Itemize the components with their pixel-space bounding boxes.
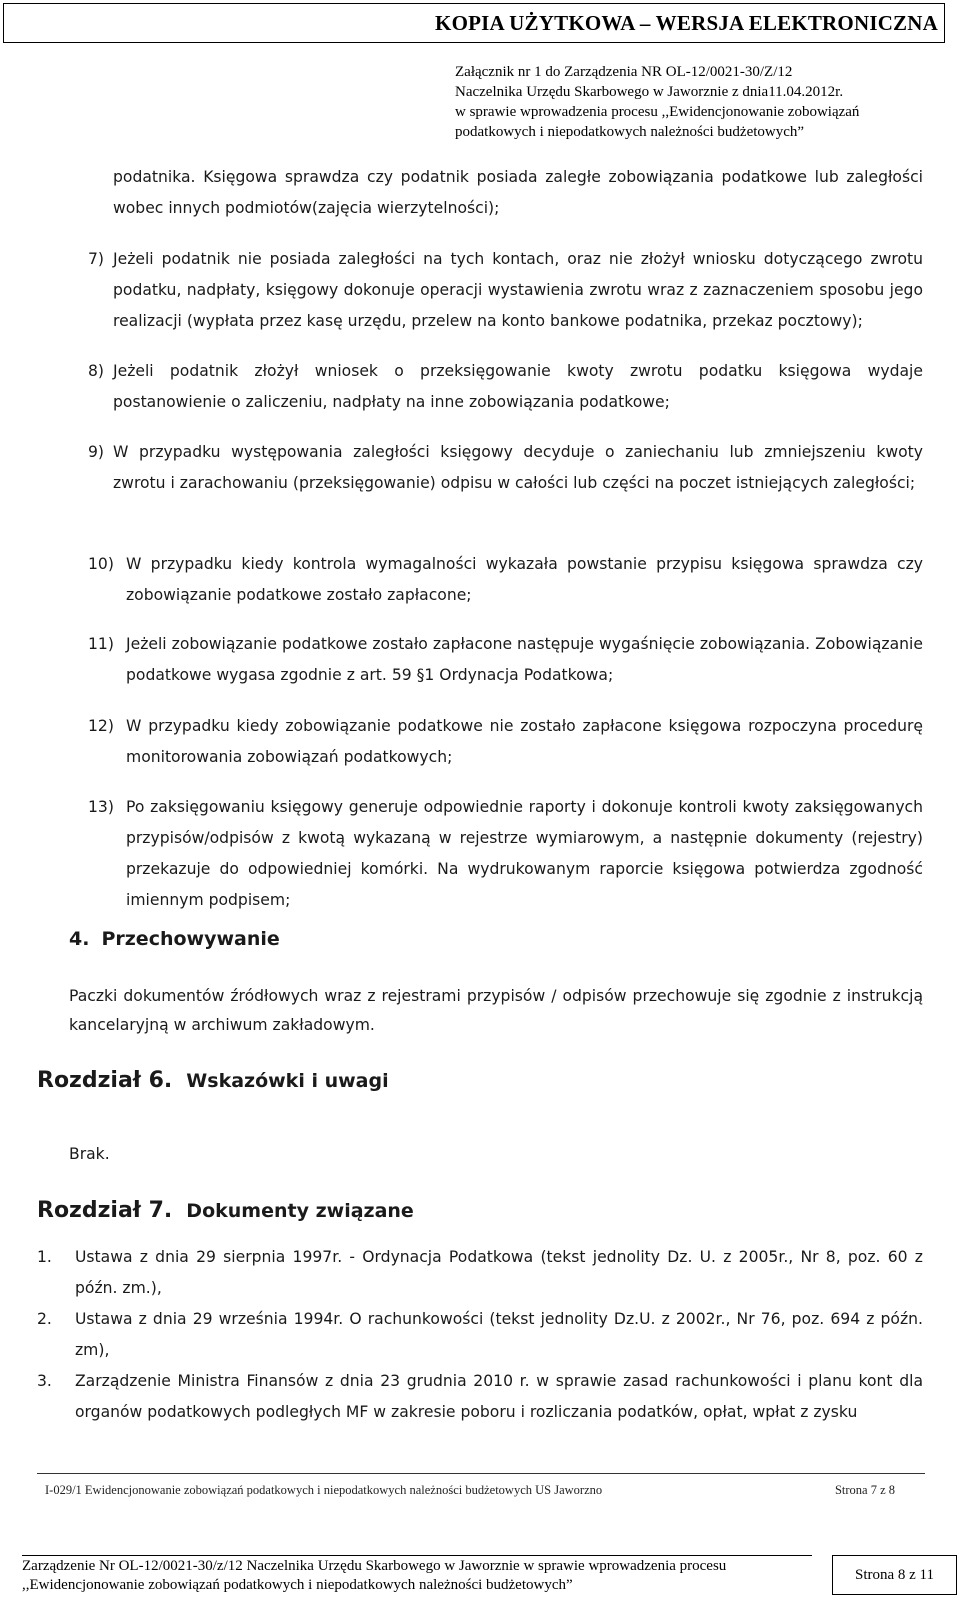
page-footer — [22, 1555, 957, 1597]
chapter-title: Wskazówki i uwagi — [186, 1070, 389, 1092]
list-item-number: 8) — [88, 362, 105, 380]
section-heading — [69, 928, 280, 950]
related-documents-list — [37, 1242, 923, 1428]
inner-page-number: Strona 7 z 8 — [834, 1483, 895, 1497]
page-number-box: Strona 8 z 11 — [832, 1555, 957, 1595]
footer-text — [22, 1555, 812, 1595]
list-item — [37, 1242, 923, 1304]
list-item-number: 2. — [37, 1310, 52, 1328]
list-item-number: 12) — [88, 717, 114, 735]
chapter-heading — [37, 1068, 389, 1093]
inner-footer-rule — [37, 1473, 925, 1474]
inner-footer-text: I-029/1 Ewidencjonowanie zobowiązań podatkowych i niepodatkowych należności budżetowych US Jaworzno — [45, 1483, 603, 1497]
chapter-label: Rozdział 6. — [37, 1068, 173, 1093]
footer-line-2: ,,Ewidencjonowanie zobowiązań podatkowych i niepodatkowych należności budżetowych” — [22, 1577, 573, 1593]
annex-line-4: podatkowych i niepodatkowych należności budżetowych” — [455, 124, 805, 140]
list-item-text: Ustawa z dnia 29 sierpnia 1997r. - Ordynacja Podatkowa (tekst jednolity Dz. U. z 2005r., Nr 8, poz. 60 z późn. zm.), — [75, 1248, 923, 1297]
section-title: Przechowywanie — [101, 928, 280, 950]
intro-paragraph: podatnika. Księgowa sprawdza czy podatnik posiada zaległe zobowiązania podatkowe lub zaległości wobec innych podmiotów(zajęcia wierzytelności); — [113, 168, 923, 217]
annex-line-3: w sprawie wprowadzenia procesu ,,Ewidencjonowanie zobowiązań — [455, 104, 860, 120]
list-item-text: Jeżeli zobowiązanie podatkowe zostało zapłacone następuje wygaśnięcie zobowiązania. Zobowiązanie podatkowe wygasa zgodnie z art. 59 §1 Ordynacja Podatkowa; — [126, 635, 923, 684]
annex-line-2: Naczelnika Urzędu Skarbowego w Jaworznie z dnia11.04.2012r. — [455, 84, 844, 100]
annex-header — [455, 62, 955, 142]
list-item-number: 9) — [88, 443, 105, 461]
list-item-number: 13) — [88, 798, 114, 816]
footer-line-1: Zarządzenie Nr OL-12/0021-30/z/12 Naczelnika Urzędu Skarbowego w Jaworznie w sprawie wprowadzenia procesu — [22, 1558, 727, 1574]
inner-footer — [45, 1483, 895, 1498]
list-item-number: 10) — [88, 555, 114, 573]
list-item — [37, 1366, 923, 1428]
scanned-page — [0, 160, 960, 1520]
list-item-text: W przypadku kiedy kontrola wymagalności wykazała powstanie przypisu księgowa sprawdza czy zobowiązanie podatkowe zostało zapłacone; — [126, 555, 923, 604]
list-item-text: W przypadku kiedy zobowiązanie podatkowe nie zostało zapłacone księgowa rozpoczyna procedurę monitorowania zobowiązań podatkowych; — [126, 717, 923, 766]
chapter-title: Dokumenty związane — [186, 1200, 414, 1222]
chapter-label: Rozdział 7. — [37, 1198, 173, 1223]
list-item-number: 1. — [37, 1248, 52, 1266]
list-item-number: 3. — [37, 1372, 52, 1390]
copy-banner: KOPIA UŻYTKOWA – WERSJA ELEKTRONICZNA — [3, 3, 945, 43]
list-item-number: 11) — [88, 635, 114, 653]
annex-line-1: Załącznik nr 1 do Zarządzenia NR OL-12/0021-30/Z/12 — [455, 64, 793, 80]
list-item-text: Jeżeli podatnik nie posiada zaległości na tych kontach, oraz nie złożył wniosku dotyczącego zwrotu podatku, nadpłaty, księgowy dokonuje operacji wystawienia zwrotu wraz z zaznaczeniem sposobu jego realizacji (wypłata przez kasę urzędu, przelew na konto bankowe podatnika, przekaz pocztowy); — [113, 250, 923, 330]
chapter-body: Brak. — [69, 1145, 110, 1163]
list-item-text: Zarządzenie Ministra Finansów z dnia 23 grudnia 2010 r. w sprawie zasad rachunkowości i planu kont dla organów podatkowych podległych MF w zakresie poboru i rozliczania podatków, opłat, wpłat z zysku — [75, 1372, 923, 1421]
section-body: Paczki dokumentów źródłowych wraz z rejestrami przypisów / odpisów przechowuje się zgodnie z instrukcją kancelaryjną w archiwum zakładowym. — [69, 987, 923, 1034]
list-item — [37, 1304, 923, 1366]
section-number: 4. — [69, 928, 90, 950]
list-item-text: Ustawa z dnia 29 września 1994r. O rachunkowości (tekst jednolity Dz.U. z 2002r., Nr 76, poz. 694 z późn. zm), — [75, 1310, 923, 1359]
chapter-heading — [37, 1198, 414, 1223]
list-item-text: Po zaksięgowaniu księgowy generuje odpowiednie raporty i dokonuje kontroli kwoty zaksięgowanych przypisów/odpisów z kwotą wykazaną w rejestrze wymiarowym, a następnie dokumenty (rejestry) przekazuje do odpowiedniej komórki. Na wydrukowanym raporcie księgowa potwierdza zgodność imiennym podpisem; — [126, 798, 923, 909]
list-item-number: 7) — [88, 250, 105, 268]
list-item-text: W przypadku występowania zaległości księgowy decyduje o zaniechaniu lub zmniejszeniu kwoty zwrotu i zarachowaniu (przeksięgowanie) odpisu w całości lub części na poczet istniejących zaległości; — [113, 443, 923, 492]
list-item-text: Jeżeli podatnik złożył wniosek o przeksięgowanie kwoty zwrotu podatku księgowa wydaje postanowienie o zaliczeniu, nadpłaty na inne zobowiązania podatkowe; — [113, 362, 923, 411]
